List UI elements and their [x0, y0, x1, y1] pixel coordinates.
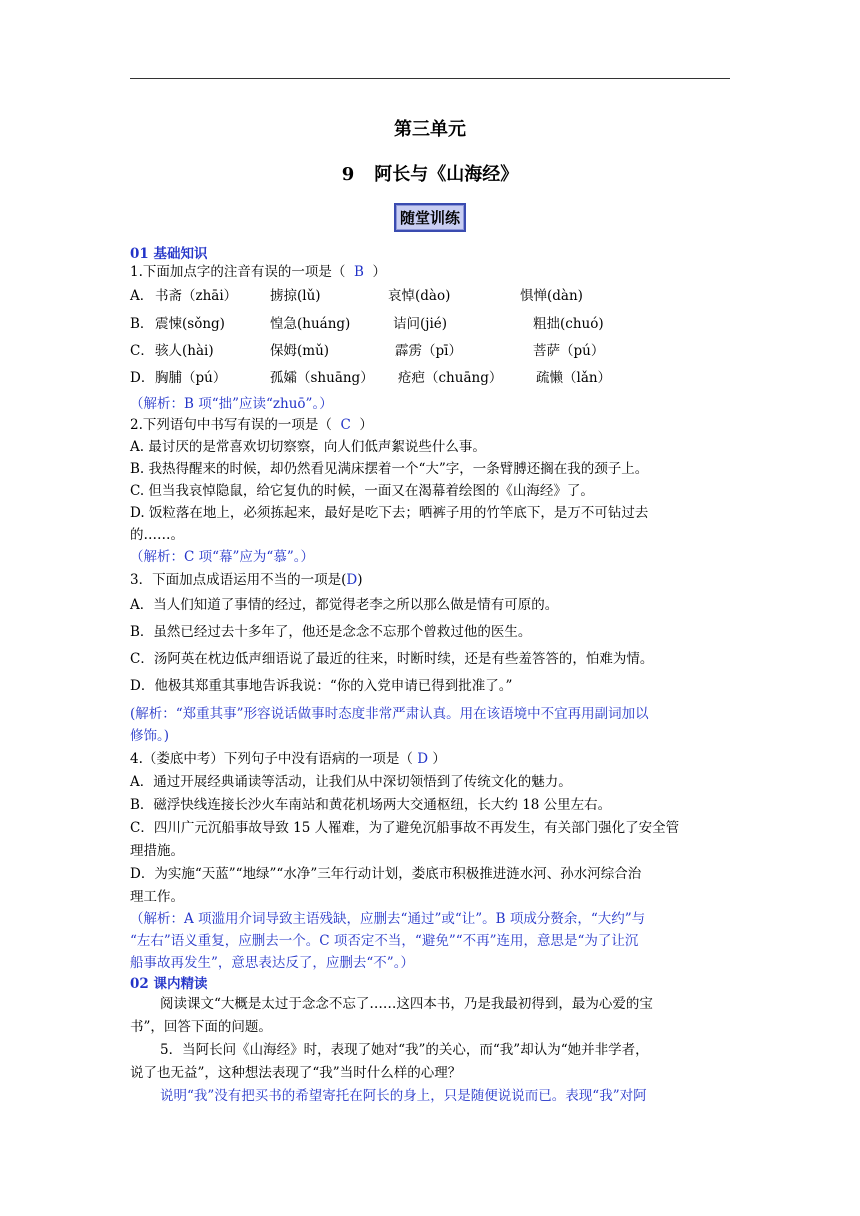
section-heading-reading: 02 课内精读 — [130, 976, 208, 992]
q3-analysis-line2: 修饰。) — [130, 728, 170, 744]
q1-analysis: （解析：B 项“拙”应读“zhuō”。） — [130, 396, 333, 412]
q1-option-d-2: 孤孀（shuāng） — [270, 370, 374, 386]
q5-stem-line1: 5．当阿长问《山海经》时，表现了她对“我”的关心，而“我”却认为“她并非学者， — [160, 1042, 649, 1058]
q3-stem — [130, 571, 362, 589]
section-heading-basic: 01 基础知识 — [130, 246, 208, 262]
q1-option-c-1: 骇人(hài) — [155, 343, 214, 359]
q4-analysis-line2: “左右”语义重复，应删去一个。C 项否定不当，“避免”“不再”连用，意思是“为了让沉 — [130, 933, 639, 949]
q2-stem-text: 2.下列语句中书写有误的一项是（ — [130, 417, 332, 433]
q2-option-b: B. 我热得醒来的时候，却仍然看见满床摆着一个“大”字，一条臂膊还搁在我的颈子上。 — [130, 461, 649, 477]
q1-option-b-label: B． — [130, 316, 154, 332]
q1-stem-close: ） — [372, 264, 386, 280]
practice-badge: 随堂训练 — [394, 203, 466, 232]
q1-option-d-4: 疏懒（lǎn） — [536, 370, 612, 386]
q4-option-b: B．磁浮快线连接长沙火车南站和黄花机场两大交通枢纽，长大约 18 公里左右。 — [130, 797, 612, 813]
q1-option-a-4: 惧惮(dàn) — [520, 288, 583, 304]
q3-option-b: B．虽然已经过去十多年了，他还是念念不忘那个曾救过他的医生。 — [130, 624, 532, 640]
q1-option-d-label: D． — [130, 370, 155, 386]
q3-stem-text: 3．下面加点成语运用不当的一项是( — [130, 572, 347, 588]
q2-option-c: C. 但当我哀悼隐鼠，给它复仇的时候，一面又在渴幕着绘图的《山海经》了。 — [130, 483, 594, 499]
q2-analysis: （解析：C 项“幕”应为“慕”。） — [130, 549, 314, 565]
q3-analysis-line1: (解析：“郑重其事”形容说话做事时态度非常严肃认真。用在该语境中不宜再用副词加以 — [130, 706, 649, 722]
q4-analysis-line3: 船事故再发生”，意思表达反了，应删去“不”。） — [130, 955, 414, 971]
q1-option-a-2: 掳掠(lǔ) — [270, 288, 321, 304]
q4-stem — [130, 750, 446, 768]
q4-option-d-line2: 理工作。 — [130, 889, 184, 905]
q1-answer: B — [353, 264, 364, 280]
q3-option-a: A．当人们知道了事情的经过，都觉得老李之所以那么做是情有可原的。 — [130, 597, 559, 613]
q4-option-a: A．通过开展经典诵读等活动，让我们从中深切领悟到了传统文化的魅力。 — [130, 774, 572, 790]
q1-option-b-2: 惶急(huáng) — [270, 316, 351, 332]
q1-option-a-1: 书斋（zhāi） — [155, 288, 238, 304]
q2-answer: C — [340, 417, 351, 433]
q3-stem-close: ) — [357, 572, 363, 588]
q1-option-c-label: C． — [130, 343, 154, 359]
q2-option-a: A. 最讨厌的是常喜欢切切察察，向人们低声絮说些什么事。 — [130, 439, 486, 455]
q4-option-c-line2: 理措施。 — [130, 843, 184, 859]
q1-option-c-3: 霹雳（pī） — [395, 343, 462, 359]
q2-stem-close: ） — [359, 417, 373, 433]
lesson-number: 9 — [341, 164, 355, 185]
q3-option-c: C．汤阿英在枕边低声细语说了最近的往来，时断时续，还是有些羞答答的，怕难为情。 — [130, 651, 654, 667]
q1-option-c-2: 保姆(mǔ) — [270, 343, 330, 359]
q4-analysis-line1: （解析：A 项滥用介词导致主语残缺，应删去“通过”或“让”。B 项成分赘余，“大约”与 — [130, 911, 646, 927]
unit-title: 第三单元 — [394, 119, 466, 140]
q3-answer: D — [346, 572, 358, 588]
q4-stem-close: ） — [432, 751, 446, 767]
q1-option-a-label: A． — [130, 288, 154, 304]
q1-option-b-3: 诘问(jié) — [393, 316, 448, 332]
q4-option-c-line1: C．四川广元沉船事故导致 15 人罹难，为了避免沉船事故不再发生，有关部门强化了安全管 — [130, 820, 680, 836]
q5-stem-line2: 说了也无益”，这种想法表现了“我”当时什么样的心理？ — [130, 1065, 462, 1081]
q1-option-c-4: 菩萨（pú） — [533, 343, 605, 359]
q3-option-d: D．他极其郑重其事地告诉我说：“你的入党申请已得到批准了。” — [130, 678, 513, 694]
q1-option-a-3: 哀悼(dào) — [388, 288, 451, 304]
q1-stem — [130, 263, 386, 281]
q2-stem — [130, 416, 373, 434]
header-rule — [130, 78, 730, 79]
q4-stem-text: 4.（娄底中考）下列句子中没有语病的一项是（ — [130, 751, 413, 767]
q5-answer-line1: 说明“我”没有把买书的希望寄托在阿长的身上，只是随便说说而已。表现“我”对阿 — [160, 1088, 647, 1104]
q4-answer: D — [417, 751, 429, 767]
q1-option-d-3: 疮疤（chuāng） — [398, 370, 503, 386]
reading-intro-line1: 阅读课文“大概是太过于念念不忘了……这四本书，乃是我最初得到，最为心爱的宝 — [160, 996, 653, 1012]
q4-option-d-line1: D．为实施“天蓝”“地绿”“水净”三年行动计划，娄底市积极推进涟水河、孙水河综合治 — [130, 866, 642, 882]
q1-option-d-1: 胸脯（pú） — [155, 370, 227, 386]
reading-intro-line2: 书”，回答下面的问题。 — [130, 1019, 272, 1035]
lesson-name: 阿长与《山海经》 — [374, 164, 519, 185]
lesson-title — [0, 160, 860, 186]
q1-option-b-4: 粗拙(chuó) — [533, 316, 604, 332]
q1-stem-text: 1.下面加点字的注音有误的一项是（ — [130, 264, 346, 280]
q2-option-d-line2: 的……。 — [130, 527, 184, 543]
q2-option-d-line1: D. 饭粒落在地上，必须拣起来，最好是吃下去；晒裤子用的竹竿底下，是万不可钻过去 — [130, 505, 649, 521]
q1-option-b-1: 震悚(sǒng) — [155, 316, 225, 332]
